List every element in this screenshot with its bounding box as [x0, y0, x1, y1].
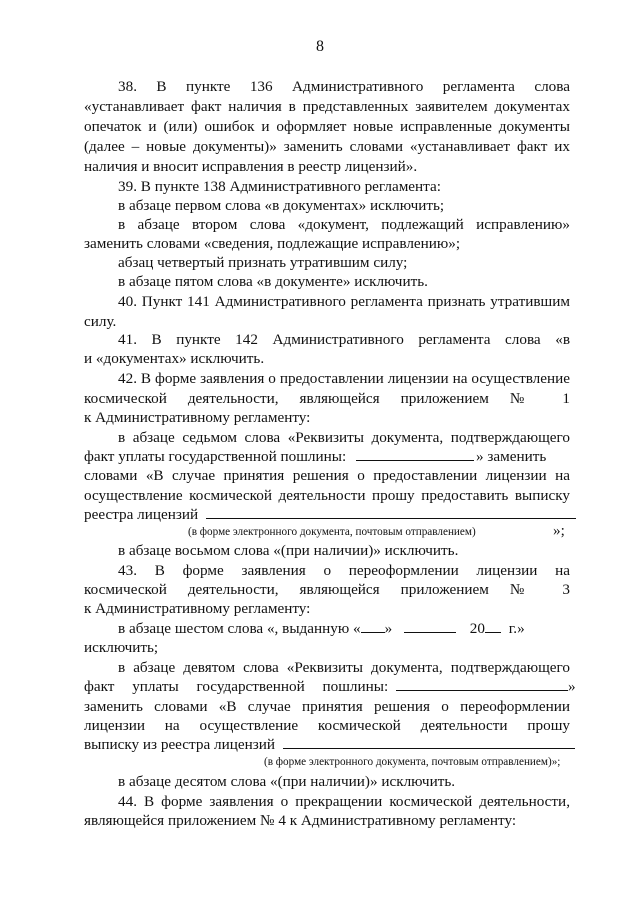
paragraph-line: 40. Пункт 141 Административного регламента признать утратившим [118, 293, 570, 310]
paragraph-line: в абзаце первом слова «в документах» исключить; [118, 197, 445, 214]
blank-field [404, 619, 456, 633]
paragraph-line: в абзаце восьмом слова «(при наличии)» исключить. [118, 542, 459, 559]
paragraph-line: «устанавливает факт наличия в представленных заявителем документах [84, 98, 570, 115]
paragraph-line: осуществление космической деятельности прошу предоставить выписку [84, 487, 570, 504]
paragraph-line: силу. [84, 313, 117, 330]
line-text: 20 [469, 620, 485, 637]
form-caption: (в форме электронного документа, почтовым отправлением)»; [264, 756, 561, 768]
blank-field [283, 735, 575, 749]
paragraph-line: являющейся приложением № 4 к Административному регламенту: [84, 812, 517, 829]
paragraph-line: и «документах» исключить. [84, 350, 265, 367]
paragraph-line: в абзаце седьмом слова «Реквизиты документа, подтверждающего [118, 429, 570, 446]
line-text: г.» [508, 620, 525, 637]
paragraph-line: в абзаце десятом слова «(при наличии)» исключить. [118, 773, 456, 790]
paragraph-line: заменить словами «В случае принятия решения о переоформлении [84, 698, 570, 715]
line-text: выписку из реестра лицензий [84, 736, 275, 753]
paragraph-line: космической деятельности, являющейся приложением № 3 [84, 581, 570, 598]
paragraph-line [84, 447, 570, 466]
closing-quote: »; [553, 522, 565, 539]
blank-field [396, 677, 568, 691]
blank-field [485, 619, 501, 633]
blank-field [356, 447, 474, 461]
paragraph-line: в абзаце девятом слова «Реквизиты документа, подтверждающего [118, 659, 570, 676]
paragraph-line: исключить; [84, 639, 159, 656]
paragraph-line [118, 619, 570, 638]
line-text: » [568, 678, 576, 695]
line-text: факт уплаты государственной пошлины: [84, 678, 389, 695]
form-caption: (в форме электронного документа, почтовым отправлением) [188, 526, 476, 538]
line-text: » заменить [476, 448, 547, 465]
paragraph-line [84, 735, 575, 754]
paragraph-line: наличия и вносит исправления в реестр лицензий». [84, 158, 418, 175]
paragraph-line: 39. В пункте 138 Административного регламента: [118, 178, 441, 195]
paragraph-line: опечаток и (или) ошибок и оформляет новые исправленные документы [84, 118, 570, 135]
paragraph-line: 41. В пункте 142 Административного регламента слова «в [118, 331, 570, 348]
paragraph-line: (далее – новые документы)» заменить словами «устанавливает факт их [84, 138, 570, 155]
page-number: 8 [316, 38, 324, 55]
paragraph-line: космической деятельности, являющейся приложением № 1 [84, 390, 570, 407]
blank-field [206, 505, 576, 519]
paragraph-line: лицензии на осуществление космической деятельности прошу [84, 717, 570, 734]
paragraph-line: в абзаце пятом слова «в документе» исключить. [118, 273, 428, 290]
line-text: » [384, 620, 393, 637]
paragraph-line: абзац четвертый признать утратившим силу; [118, 254, 408, 271]
line-text: факт уплаты государственной пошлины: [84, 448, 347, 465]
paragraph-line: 43. В форме заявления о переоформлении лицензии на [118, 562, 570, 579]
line-text: реестра лицензий [84, 506, 199, 523]
paragraph-line: к Административному регламенту: [84, 409, 311, 426]
paragraph-line: 42. В форме заявления о предоставлении лицензии на осуществление [118, 370, 570, 387]
paragraph-line [84, 505, 576, 524]
line-text: в абзаце шестом слова «, выданную « [118, 620, 361, 637]
paragraph-line: к Административному регламенту: [84, 600, 311, 617]
paragraph-line: 44. В форме заявления о прекращении космической деятельности, [118, 793, 570, 810]
blank-field [361, 619, 385, 633]
paragraph-line [84, 677, 576, 696]
paragraph-line: 38. В пункте 136 Административного регламента слова [118, 78, 570, 95]
paragraph-line: заменить словами «сведения, подлежащие исправлению»; [84, 235, 461, 252]
paragraph-line: словами «В случае принятия решения о предоставлении лицензии на [84, 467, 570, 484]
paragraph-line: в абзаце втором слова «документ, подлежащий исправлению» [118, 216, 570, 233]
